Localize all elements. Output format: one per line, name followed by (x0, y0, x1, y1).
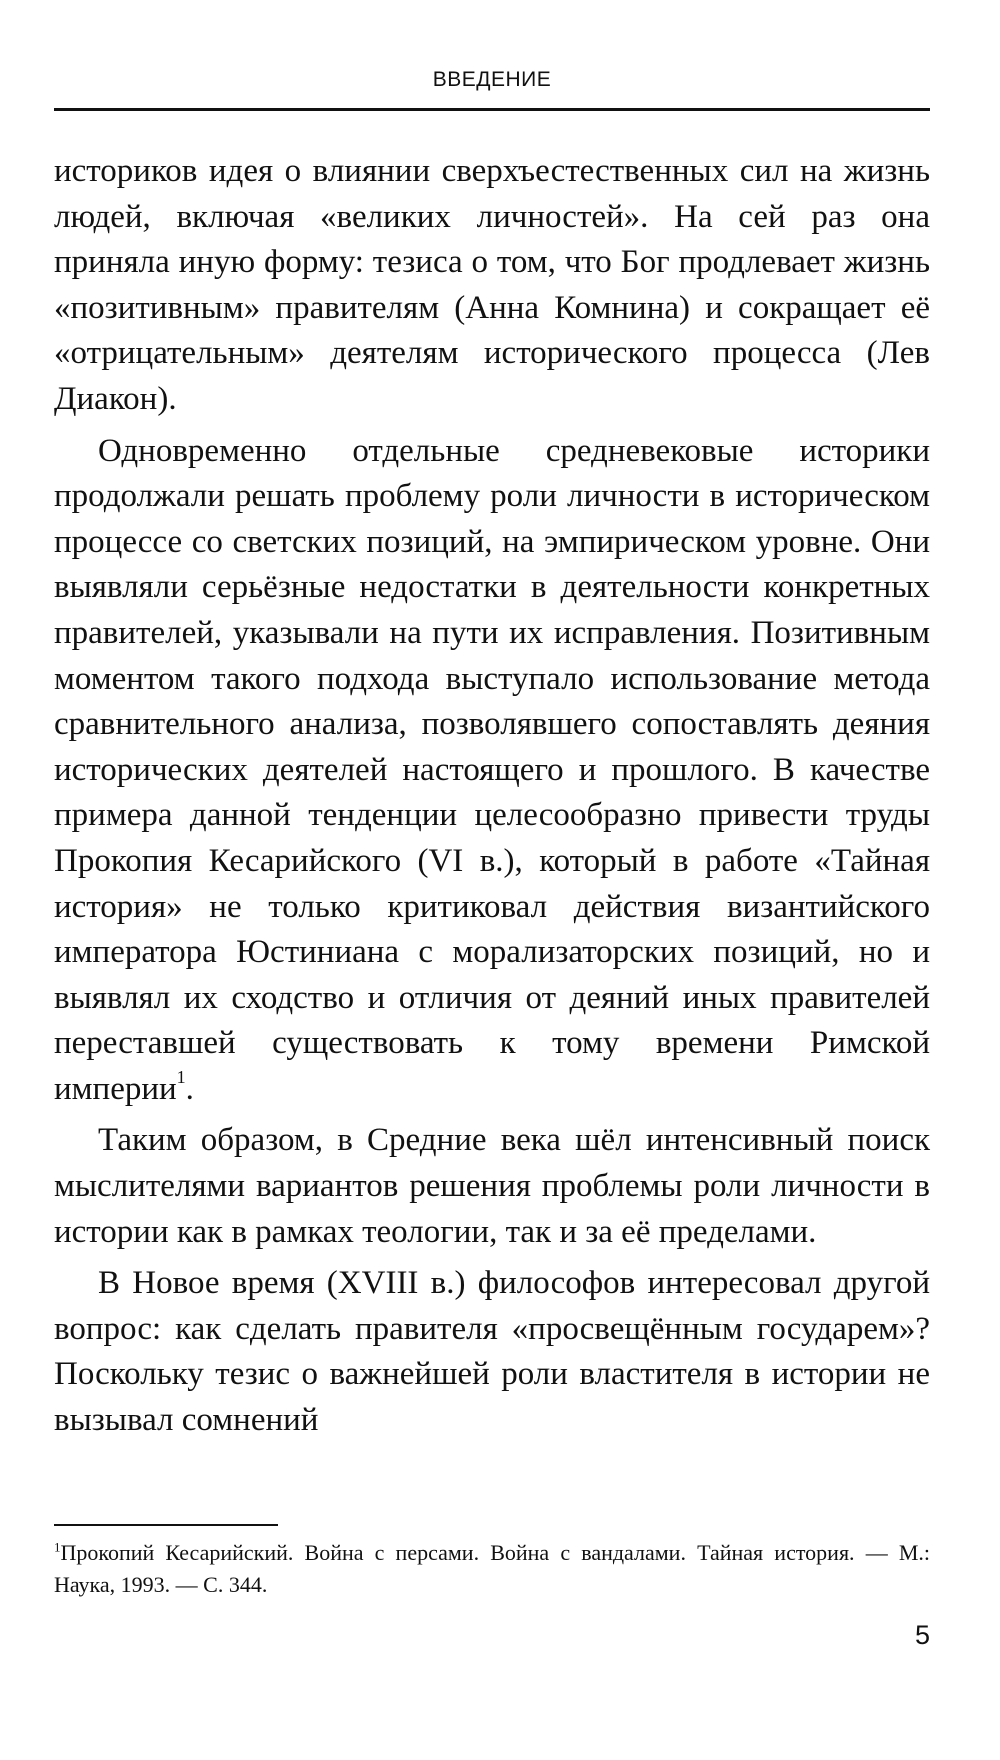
footnote-separator (54, 1524, 278, 1526)
paragraph-2-text: Одновременно отдельные средневековые историки продолжали решать проблему роли личности в историческом процессе со светских позиций, на эмпирическом уровне. Они выявляли серьёзные недостатки в деятельности конкретных правителей, указывали на пути их исправления. Позитивным моментом такого подхода выступало использование метода сравнительного анализа, позволявшего сопоставлять деяния исторических деятелей настоящего и прошлого. В качестве примера данной тенденции целесообразно привести труды Прокопия Кесарийского (VI в.), который в работе «Тайная история» не только критиковал действия византийского императора Юстиниана с морализаторских позиций, но и выявлял их сходство и отличия от деяний иных правителей переставшей существовать к тому времени Римской империи (54, 432, 930, 1107)
paragraph-1-text: историков идея о влиянии сверхъестественных сил на жизнь людей, включая «великих личностей». На сей раз она приняла иную форму: тезиса о том, что Бог продлевает жизнь «позитивным» правителям (Анна Комнина) и сокращает её «отрицательным» деятелям исторического процесса (Лев Диакон). (54, 153, 930, 417)
footnote-text: Прокопий Кесарийский. Война с персами. Война с вандалами. Тайная история. — М.: Наука, 1993. — С. 344. (54, 1540, 930, 1597)
footnote-marker: 1 (54, 1539, 61, 1555)
paragraph-2 (54, 429, 930, 1113)
header-rule (54, 108, 930, 111)
page-number: 5 (914, 1620, 930, 1650)
paragraph-3-text: Таким образом, в Средние века шёл интенсивный поиск мыслителями вариантов решения проблемы роли личности в истории как в рамках теологии, так и за её пределами. (54, 1122, 930, 1250)
body-text (54, 149, 930, 1444)
footnote-1 (54, 1537, 930, 1601)
paragraph-3 (54, 1118, 930, 1255)
paragraph-4-text: В Новое время (XVIII в.) философов интересовал другой вопрос: как сделать правителя «просвещённым государем»? Поскольку тезис о важнейшей роли властителя в истории не вызывал сомнений (54, 1265, 930, 1439)
running-title: ВВЕДЕНИЕ (432, 68, 552, 91)
paragraph-2-end-punctuation: . (185, 1070, 194, 1107)
paragraph-4 (54, 1261, 930, 1443)
paragraph-1 (54, 149, 930, 423)
footnote-reference[interactable]: 1 (176, 1066, 186, 1087)
